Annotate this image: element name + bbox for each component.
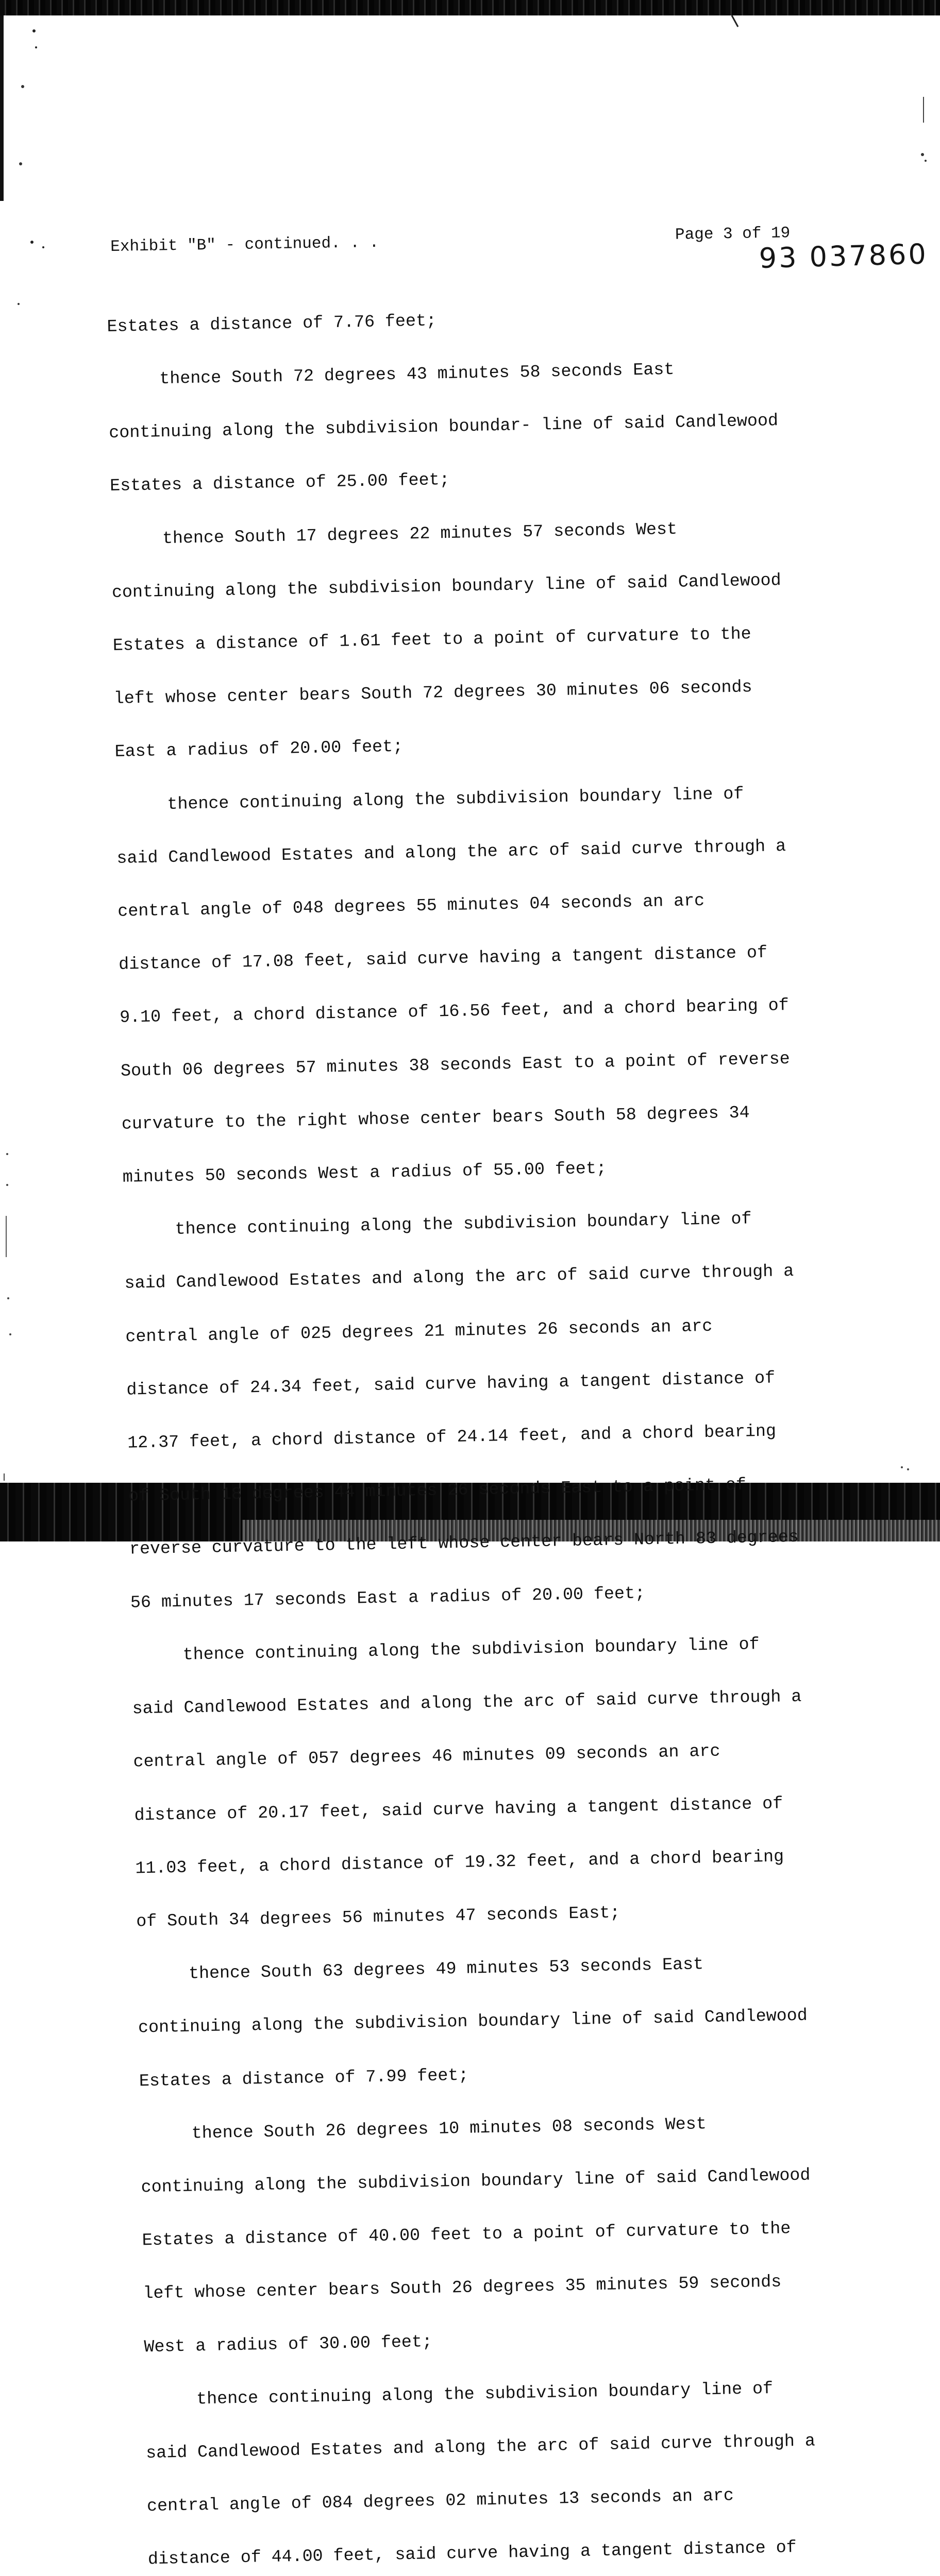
text-line: continuing along the subdivision boundar- line of said Candlewood	[109, 411, 779, 443]
text-line: Estates a distance of 7.99 feet;	[139, 2065, 469, 2091]
text-line: thence continuing along the subdivision boundary line of	[144, 2378, 774, 2410]
document-number-stamp: 93 037860	[759, 238, 929, 275]
text-line: thence South 72 degrees 43 minutes 58 seconds East	[108, 359, 675, 389]
text-line: thence South 63 degrees 49 minutes 53 seconds East	[137, 1954, 704, 1985]
text-line: East a radius of 20.00 feet;	[114, 737, 404, 762]
text-line: central angle of 048 degrees 55 minutes 04 seconds an arc	[118, 890, 705, 921]
text-line: thence South 26 degrees 10 minutes 08 seconds West	[140, 2113, 707, 2144]
text-line: Estates a distance of 7.76 feet;	[107, 311, 437, 336]
text-line: central angle of 025 degrees 21 minutes 26 seconds an arc	[125, 1316, 713, 1347]
page-number: Page 3 of 19	[675, 224, 791, 244]
text-line: central angle of 084 degrees 02 minutes 13 seconds an arc	[146, 2485, 734, 2516]
text-line: thence continuing along the subdivision boundary line of	[115, 784, 744, 815]
exhibit-heading: Exhibit "B" - continued. . .	[110, 233, 379, 256]
text-line: reverse curvature to the left whose center bears North 83 degrees	[129, 1527, 799, 1560]
text-line: distance of 44.00 feet, said curve having a tangent distance of	[147, 2537, 797, 2569]
text-line: continuing along the subdivision boundary line of said Candlewood	[111, 570, 781, 602]
text-line: West a radius of 30.00 feet;	[144, 2331, 433, 2357]
text-line: 12.37 feet, a chord distance of 24.14 feet, and a chord bearing	[127, 1421, 777, 1453]
text-line: distance of 17.08 feet, said curve having a tangent distance of	[118, 942, 768, 975]
text-line: thence continuing along the subdivision boundary line of	[123, 1209, 752, 1240]
text-line: Estates a distance of 25.00 feet;	[109, 470, 450, 496]
text-line: Estates a distance of 40.00 feet to a point of curvature to the	[142, 2218, 791, 2250]
text-line: said Candlewood Estates and along the arc of said curve through a	[132, 1686, 802, 1719]
text-line: 11.03 feet, a chord distance of 19.32 feet, and a chord bearing	[135, 1846, 784, 1878]
text-line: 56 minutes 17 seconds East a radius of 20.00 feet;	[130, 1583, 646, 1613]
text-line: continuing along the subdivision boundary line of said Candlewood	[141, 2165, 811, 2197]
text-line: minutes 50 seconds West a radius of 55.00 feet;	[122, 1158, 607, 1187]
text-line: Estates a distance of 1.61 feet to a point of curvature to the	[112, 624, 751, 655]
text-line: of South 34 degrees 56 minutes 47 seconds East;	[136, 1903, 620, 1931]
text-line: curvature to the right whose center bears South 58 degrees 34	[121, 1103, 750, 1134]
text-line: continuing along the subdivision boundary line of said Candlewood	[138, 2005, 808, 2038]
text-line: left whose center bears South 72 degrees 30 minutes 06 seconds	[113, 677, 752, 709]
text-line: said Candlewood Estates and along the arc of said curve through a	[124, 1261, 794, 1294]
text-line: 9.10 feet, a chord distance of 16.56 feet, and a chord bearing of	[119, 995, 790, 1028]
text-line: South 06 degrees 57 minutes 38 seconds East to a point of reverse	[120, 1048, 790, 1081]
text-line: thence South 17 degrees 22 minutes 57 seconds West	[110, 519, 678, 549]
text-line: distance of 24.34 feet, said curve having a tangent distance of	[126, 1368, 776, 1400]
text-line: left whose center bears South 26 degrees 35 minutes 59 seconds	[143, 2272, 782, 2303]
text-line: thence continuing along the subdivision boundary line of	[131, 1634, 760, 1666]
legal-description-text	[106, 268, 940, 2576]
text-line: said Candlewood Estates and along the arc of said curve through a	[145, 2431, 816, 2463]
text-line: of South 18 degrees 44 minutes 26 seconds East to a point of	[128, 1475, 747, 1506]
text-line: central angle of 057 degrees 46 minutes 09 seconds an arc	[133, 1741, 720, 1772]
text-line: said Candlewood Estates and along the arc of said curve through a	[116, 836, 786, 868]
text-line: distance of 20.17 feet, said curve having a tangent distance of	[134, 1793, 783, 1825]
